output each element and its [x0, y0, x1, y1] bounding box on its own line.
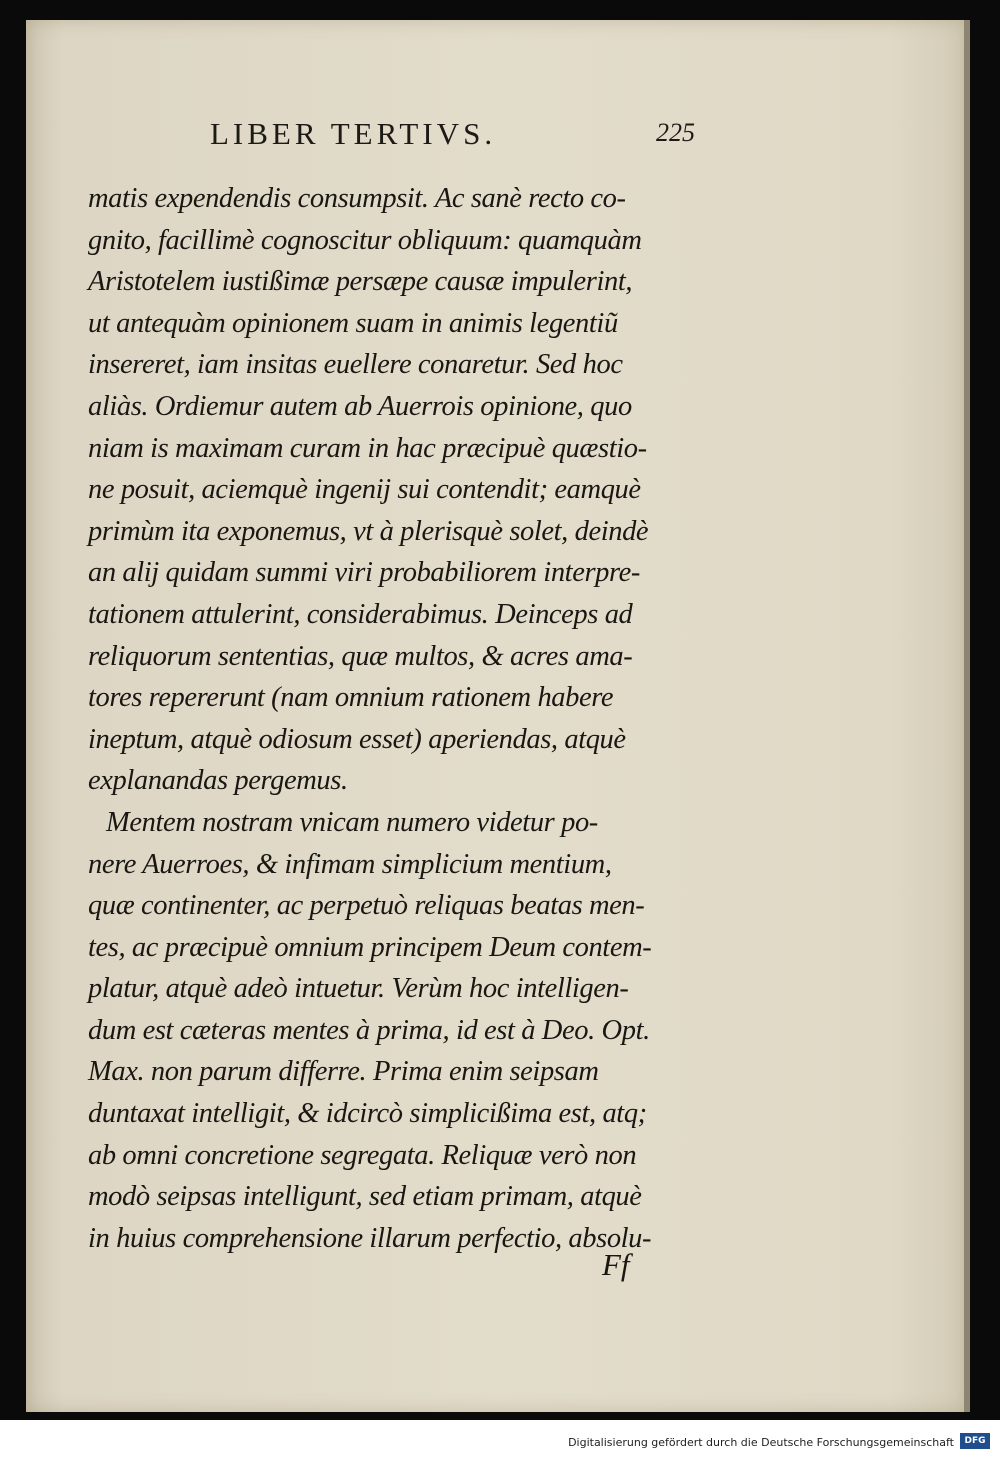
text-line: Aristotelem iustißimæ persæpe causæ impulerint, — [88, 266, 633, 298]
text-line: aliàs. Ordiemur autem ab Auerrois opinione, quo — [88, 390, 632, 422]
text-line: insereret, iam insitas euellere conaretur. Sed hoc — [88, 349, 623, 381]
footer-credit: Digitalisierung gefördert durch die Deutsche Forschungsgemeinschaft — [568, 1436, 954, 1449]
text-line: ne posuit, aciemquè ingenij sui contendit; eamquè — [88, 474, 641, 506]
text-line: modò seipsas intelligunt, sed etiam primam, atquè — [88, 1181, 642, 1213]
text-line: platur, atquè adeò intuetur. Verùm hoc intelligen- — [88, 973, 629, 1005]
main-text-block — [88, 178, 728, 1259]
text-line: reliquorum sententias, quæ multos, & acres ama- — [88, 640, 633, 672]
text-line: nere Auerroes, & infimam simplicium mentium, — [88, 848, 612, 880]
text-line: primùm ita exponemus, vt à plerisquè solet, deindè — [88, 515, 649, 547]
paragraph-start-line: Mentem nostram vnicam numero videtur po- — [106, 806, 598, 838]
text-line: Max. non parum differre. Prima enim seipsam — [88, 1056, 599, 1088]
text-line: tationem attulerint, considerabimus. Deinceps ad — [88, 598, 633, 630]
page-edge — [964, 20, 970, 1412]
text-line: tores repererunt (nam omnium rationem habere — [88, 682, 614, 714]
text-line: niam is maximam curam in hac præcipuè quæstio- — [88, 432, 647, 464]
text-line: ineptum, atquè odiosum esset) aperiendas, atquè — [88, 723, 626, 755]
text-line: gnito, facillimè cognoscitur obliquum: quamquàm — [88, 224, 642, 256]
running-head — [26, 116, 966, 160]
text-line: ut antequàm opinionem suam in animis legentiũ — [88, 307, 618, 339]
text-line: matis expendendis consumpsit. Ac sanè recto co- — [88, 183, 626, 214]
text-line: explanandas pergemus. — [88, 765, 348, 797]
text-line: in huius comprehensione illarum perfectio, absolu- — [88, 1222, 652, 1254]
dfg-logo: DFG — [960, 1433, 990, 1449]
running-title: LIBER TERTIVS. — [210, 116, 497, 151]
book-page — [26, 20, 966, 1412]
text-line: tes, ac præcipuè omnium principem Deum contem- — [88, 931, 652, 963]
text-line: ab omni concretione segregata. Reliquæ verò non — [88, 1139, 637, 1171]
digitization-footer — [0, 1420, 1000, 1465]
signature-mark: Ff — [602, 1247, 630, 1282]
text-line: duntaxat intelligit, & idcircò simplicißima est, atq; — [88, 1098, 647, 1130]
text-line: quæ continenter, ac perpetuò reliquas beatas men- — [88, 890, 645, 922]
text-line: dum est cæteras mentes à prima, id est à Deo. Opt. — [88, 1014, 650, 1046]
text-line: an alij quidam summi viri probabiliorem interpre- — [88, 557, 640, 589]
page-number: 225 — [656, 118, 695, 147]
